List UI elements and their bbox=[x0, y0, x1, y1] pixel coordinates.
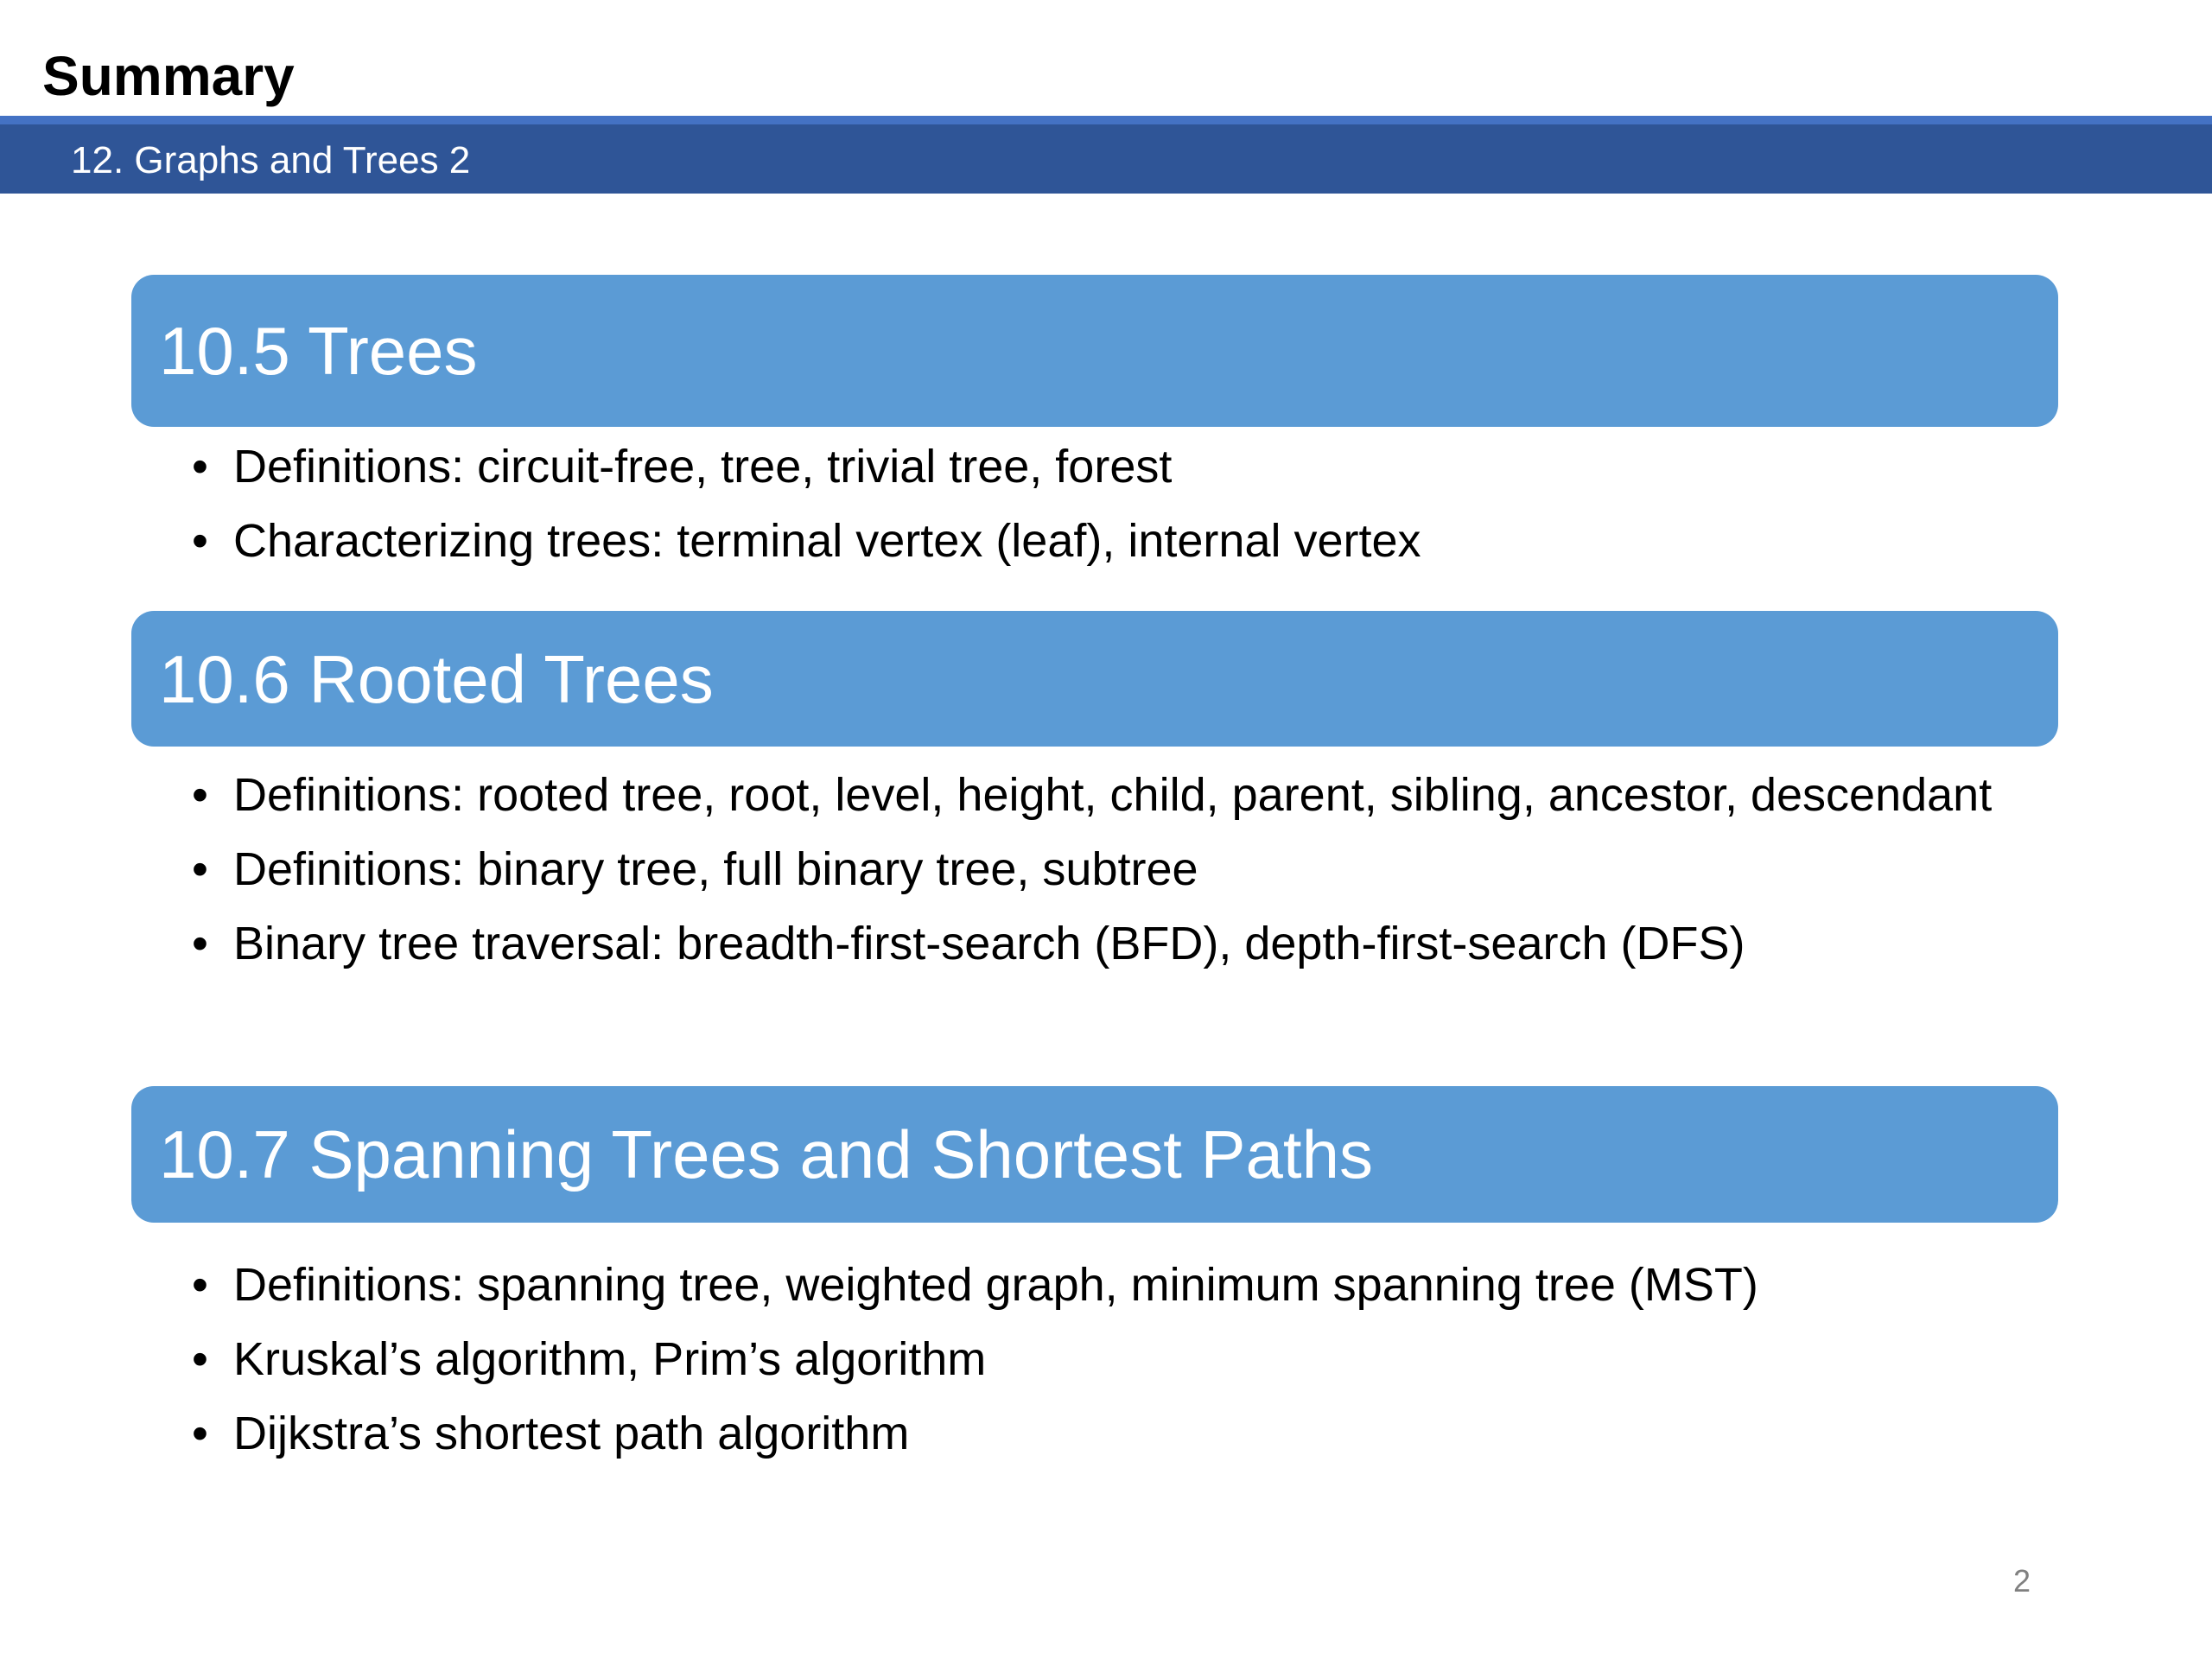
bullet-text: Definitions: spanning tree, weighted graph, minimum spanning tree (MST) bbox=[233, 1259, 1758, 1311]
slide-subtitle: 12. Graphs and Trees 2 bbox=[71, 139, 471, 181]
section-box-rooted-trees bbox=[131, 611, 2058, 747]
section-box-spanning-trees bbox=[131, 1086, 2058, 1223]
bullet-icon: • bbox=[192, 515, 208, 567]
page-number: 2 bbox=[2013, 1563, 2031, 1599]
list-item bbox=[192, 436, 2032, 497]
header-bar bbox=[0, 116, 2212, 194]
bullet-icon: • bbox=[192, 769, 208, 821]
list-item bbox=[192, 1329, 2032, 1389]
bullet-list-rooted-trees bbox=[192, 765, 2032, 988]
section-heading-spanning-trees: 10.7 Spanning Trees and Shortest Paths bbox=[159, 1116, 1373, 1192]
bullet-text: Binary tree traversal: breadth-first-search (BFD), depth-first-search (DFS) bbox=[233, 918, 1745, 969]
bullet-icon: • bbox=[192, 918, 208, 969]
bullet-text: Definitions: rooted tree, root, level, height, child, parent, sibling, ancestor, descendant bbox=[233, 769, 1993, 821]
bullet-list-spanning-trees bbox=[192, 1255, 2032, 1478]
bullet-icon: • bbox=[192, 843, 208, 895]
bullet-text: Definitions: circuit-free, tree, trivial tree, forest bbox=[233, 441, 1173, 493]
list-item bbox=[192, 511, 2032, 571]
section-heading-trees: 10.5 Trees bbox=[159, 313, 478, 389]
bullet-list-trees bbox=[192, 436, 2032, 585]
section-heading-rooted-trees: 10.6 Rooted Trees bbox=[159, 640, 714, 717]
bullet-icon: • bbox=[192, 1259, 208, 1311]
list-item bbox=[192, 1403, 2032, 1464]
bullet-text: Dijkstra’s shortest path algorithm bbox=[233, 1408, 910, 1459]
list-item bbox=[192, 913, 2032, 974]
bullet-icon: • bbox=[192, 1333, 208, 1385]
list-item bbox=[192, 1255, 2032, 1315]
slide-title: Summary bbox=[42, 45, 295, 107]
list-item bbox=[192, 765, 2032, 825]
bullet-icon: • bbox=[192, 1408, 208, 1459]
bullet-text: Kruskal’s algorithm, Prim’s algorithm bbox=[233, 1333, 987, 1385]
bullet-text: Definitions: binary tree, full binary tree, subtree bbox=[233, 843, 1198, 895]
section-box-trees bbox=[131, 275, 2058, 427]
bullet-icon: • bbox=[192, 441, 208, 493]
list-item bbox=[192, 839, 2032, 899]
bullet-text: Characterizing trees: terminal vertex (leaf), internal vertex bbox=[233, 515, 1421, 567]
